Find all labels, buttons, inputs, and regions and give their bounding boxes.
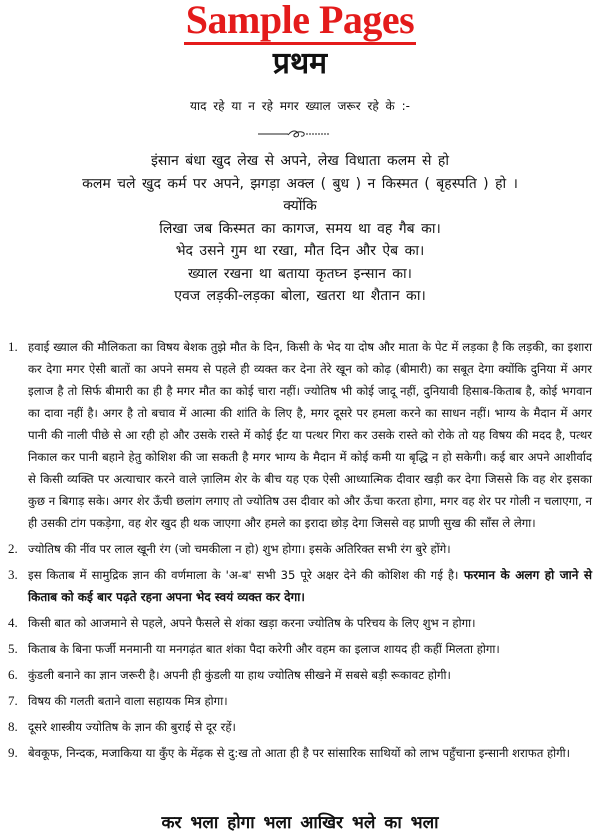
rule-number: 2. — [8, 541, 18, 556]
rule-text: किसी बात को आजमाने से पहले, अपने फैसले से शंका खड़ा करना ज्योतिष के परिचय के लिए शुभ न होगा। — [28, 616, 476, 630]
rule-text-plain: इस किताब में सामुद्रिक ज्ञान की वर्णमाला के 'अ-ब' सभी 35 पूरे अक्षर देने की कोशिश की गई है। — [28, 568, 459, 582]
rule-number: 1. — [8, 339, 18, 354]
poem-line: एवज लड़की-लड़का बोला, खतरा था शैतान का। — [174, 288, 426, 304]
poem-line: इंसान बंधा खुद लेख से अपने, लेख विधाता कलम से हो — [151, 153, 449, 169]
poem-line: क्योंकि — [283, 198, 317, 214]
rule-text: ज्योतिष की नींव पर लाल खूनी रंग (जो चमकीला न हो) शुभ होगा। इसके अतिरिक्त सभी रंग बुरे होंगे। — [28, 542, 451, 556]
poem-line: कलम चले खुद कर्म पर अपने, झगड़ा अक्ल ( बुध ) न किस्मत ( बृहस्पति ) हो । — [82, 175, 518, 192]
rule-text: किताब के बिना फर्जी मनमानी या मनगढ़ंत बात शंका पैदा करेगी और वहम का इलाज शायद ही कहीं मिलता होगा। — [28, 642, 500, 656]
poem-line: लिखा जब किस्मत का कागज, समय था वह गैब का। — [159, 220, 441, 237]
rule-number: 8. — [8, 719, 18, 734]
rule-item — [8, 564, 592, 608]
closing-proverb: कर भला होगा भला आखिर भले का भला — [161, 813, 439, 833]
rule-item — [8, 742, 592, 764]
rule-text: विषय की गलती बताने वाला सहायक मित्र होगा। — [28, 694, 228, 708]
rules-list — [8, 336, 592, 768]
flourish-divider-icon — [258, 128, 342, 140]
rule-item — [8, 638, 592, 660]
rule-text: हवाई ख्याल की मौलिकता का विषय बेशक तुझे मौत के दिन, किसी के भेद या दोष और माता के पेट में लड़का है कि लड़की, का इशारा कर देगा मगर ऐसी बातों का अपने समय से पहले ही व्यक्त कर देना तेरे खून को कोढ़ (बीमारी) का सबूत देगा क्योंकि दुनिया में अगर इलाज है तो सिर्फ बीमारी का ही है मगर मौत का कोई चारा नहीं। ज्योतिष भी कोई जादू नहीं, दुनियावी हिसाब-किताब है, कोई भगवान का दावा नहीं है। अगर है तो बचाव में आत्मा की शांति के लिए है, मगर दूसरे पर हमला करने का साधन नहीं। भाग्य के मैदान में अगर पानी की नाली पीछे से आ रही हो और उसके रास्ते में कोई ईंट या पत्थर गिरा कर उसके रास्ते को रोके तो यह विषय की मदद है, पत्थर निकाल कर पानी बहाने हेतु कोशिश की जा सकती है मगर भाग्य के मैदान में कोई कमी या बृद्धि न हो सकेगी। कई बार अपने आशीर्वाद से किसी व्यक्ति पर अत्याचार करने वाले ज़ालिम शेर के बीच यह एक ऐसी आध्यात्मिक दीवार खड़ी कर देगा जिससे कि वह शेर इसका कुछ न बिगाड़ सके। अगर शेर ऊँची छलांग लगाए तो ज्योतिष उस दीवार को और ऊँचा करता होगा, मगर वह शेर पर गोली न चलाएगा, न ही उसकी टांग पकड़ेगा, वह शेर खुद ही थक जाएगा और हमले का इरादा छोड़ देगा जिससे वह प्राणी सुख की साँस ले लेगा। — [28, 340, 592, 530]
intro-line: याद रहे या न रहे मगर ख्याल जरूर रहे के :- — [190, 99, 410, 113]
banner-title: Sample Pages — [184, 0, 416, 45]
poem-line: भेद उसने गुम था रखा, मौत दिन और ऐब का। — [175, 243, 425, 259]
rule-number: 4. — [8, 615, 18, 630]
rule-number: 7. — [8, 693, 18, 708]
rule-item — [8, 612, 592, 634]
rule-text: बेवकूफ, निन्दक, मजाकिया या कुँए के मेंढ़क से दु:ख तो आता ही है पर सांसारिक साथियों को लाभ पहुँचाना इन्सानी शराफत होगी। — [28, 746, 571, 760]
rule-item — [8, 664, 592, 686]
rule-number: 9. — [8, 745, 18, 760]
poem-block — [0, 150, 600, 308]
poem-line: ख्याल रखना था बताया कृतघ्न इन्सान का। — [188, 265, 412, 282]
rule-number: 6. — [8, 667, 18, 682]
rule-text — [28, 564, 592, 608]
rule-text: दूसरे शास्त्रीय ज्योतिष के ज्ञान की बुराई से दूर रहें। — [28, 720, 236, 734]
rule-item — [8, 690, 592, 712]
chapter-title: प्रथम — [272, 46, 328, 81]
rule-text-bold: फरमान के अलग हो जाने से किताब को कई बार पढ़ते रहना अपना भेद स्वयं व्यक्त कर देगा। — [28, 568, 592, 604]
rule-item — [8, 716, 592, 738]
sample-pages-banner — [0, 0, 600, 45]
rule-item — [8, 538, 592, 560]
rule-text: कुंडली बनाने का ज्ञान जरूरी है। अपनी ही कुंडली या हाथ ज्योतिष सीखने में सबसे बड़ी रूकावट होगी। — [28, 668, 451, 682]
rule-item — [8, 336, 592, 534]
rule-number: 5. — [8, 641, 18, 656]
rule-number: 3. — [8, 567, 18, 582]
